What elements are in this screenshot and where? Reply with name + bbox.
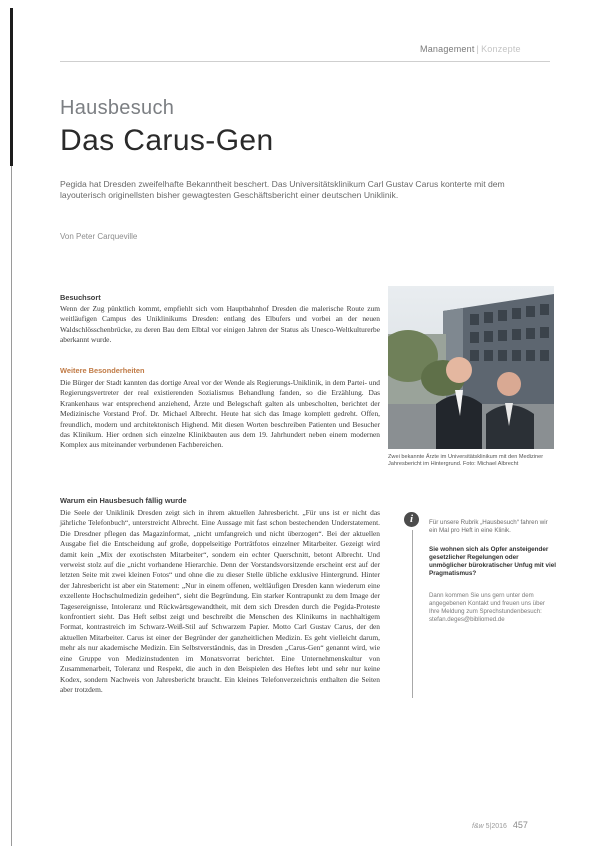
page-number: 457 (512, 820, 528, 830)
section-heading-besuchsort: Besuchsort (60, 293, 101, 302)
section-category: Management (420, 44, 475, 54)
article-byline: Von Peter Carqueville (60, 232, 138, 241)
info-icon: i (404, 512, 419, 527)
article-kicker: Hausbesuch (60, 97, 175, 119)
section-paragraph: Die Bürger der Stadt kannten das dortige Areal vor der Wende als Regierungs-Uniklinik, in dem Partei- und Regierungsvertreter der real existierenden Sozialismus Behandlung fanden, so die Erzählung. Das Krankenhaus war entsprechend anziehend, Ärzte und Belegschaft galten als unbescholten, berichtet der Medizinische Vorstand Prof. Dr. Michael Albrecht. Heute hat sich das Image komplett gedreht. Offen, freundlich, modern und architektonisch Highend. Mit diesen Worten beschreiben Patienten und Besucher das Klinikum. Hier ordnen sich einzelne Klinikbauten aus dem 19. Jahrhundert neben einem modernen Komplex aus miteinander verbundenen Fachbereichen. (60, 378, 380, 450)
page-footer (472, 820, 528, 830)
footer-issue: 5|2016 (485, 823, 507, 830)
section-paragraph: Die Seele der Uniklinik Dresden zeigt sich in ihrem aktuellen Jahresbericht. „Für uns ist er nicht das jährliche Telefonbuch“, unterstreicht Albrecht. Eine Aussage mit fast schon bestechenden Understatement. Die Dresdner pflegen das Magazinformat, „nicht umfangreich und nicht überzogen“. Bei der aktuellen Ausgabe fiel die Entscheidung auf große, doppelseitige Porträtfotos einzelner Mitarbeiter. Gezeigt wird damit kein „Mix der exotischsten Mitarbeiter“, sondern ein echter Querschnitt, betont Albrecht. Und verweist stolz auf die „nicht vorhandene Hierarchie. Denn der Vorstandsvorsitzende erscheint erst auf der letzten Seite mit zwei kleinen Fotos“ und ohne die zu dieser Stelle übliche exklusive Hintergrund. Hinter der Jahresbericht ist aber ein Statement: „Nur in einem offenen, weltläufigen Dresden kann wiederum eine exzellente Hochschulmedizin gedeihen“, sieht die Begründung. Ein starker Kontrapunkt zu dem Image der Tagesereignisse, Intoleranz und Rückwärtsgewandtheit, mit dem sich Dresden durch die Pegida-Proteste konfrontiert sieht. Das Heft selbst zeigt und beschreibt die Menschen des Klinikums in nachhaltigem Format, kontrastreich im Schwarz-Weiß-Stil auf Schwarzem Papier. Motto Carl Gustav Carus, der den aktuellen Mitarbeiter. Carus ist einer der Begründer der ganzheitlichen Medizin. Es geht vielleicht darum, mehr als nur akademische Medizin. Ein Selbstverständnis, das in Dresden „Carus-Gen“ genannt wird, wie eine Gruppe von Medizinstudenten im Monatsvorrat berichtet. Eine Unternehmenskultur von Zusammenarbeit, Toleranz und Respekt, die auch in den Beispielen des Heftes lebt und sehr nur keine Kodex, sondern Nachweis von Jahresbericht braucht. Ein kleines Telefonverzeichnis enthalten die Seiten aber trotzdem. (60, 508, 380, 694)
article-lead: Pegida hat Dresden zweifelhafte Bekanntheit beschert. Das Universitätsklinikum Carl Gustav Carus konterte mit dem layouterisch originellsten bisher gewagtesten Geschäftsbericht einer deutschen Uniklinik. (60, 179, 505, 201)
sidebar-intro: Für unsere Rubrik „Hausbesuch“ fahren wir ein Mal pro Heft in eine Klinik. (429, 519, 548, 534)
section-heading-besonderheiten: Weitere Besonderheiten (60, 366, 145, 375)
section-paragraph: Wenn der Zug pünktlich kommt, empfiehlt sich vom Hauptbahnhof Dresden die malerische Route zum weitläufigen Campus des Uniklinikums Dresden: entlang des Elbufers und vorbei an der neuen Waldschlösschenbrücke, zu deren Bau dem Elbtal vor einigen Jahren der Status als Unesco-Weltkulturerbe aberkannt wurde. (60, 304, 380, 345)
section-body-besonderheiten (60, 378, 380, 451)
footer-magazine: f&w (472, 823, 484, 830)
section-header (420, 44, 521, 54)
sidebar-question: Sie wohnen sich als Opfer ansteigender gesetzlicher Regelungen oder unmöglicher bürokratischer Unfug mit viel Pragmatismus? (429, 546, 557, 578)
header-rule (60, 61, 550, 62)
section-body-hausbesuch (60, 508, 380, 695)
clinic-photo-illustration (388, 286, 554, 449)
article-title: Das Carus-Gen (60, 124, 274, 157)
section-heading-hausbesuch: Warum ein Hausbesuch fällig wurde (60, 496, 187, 505)
section-subcategory: Konzepte (481, 44, 521, 54)
page-edge-rule-faint (11, 166, 12, 846)
article-photo (388, 286, 554, 449)
page-edge-rule (10, 8, 13, 166)
photo-caption: Zwei bekannte Ärzte im Universitätsklinikum mit den Mediziner Jahresbericht im Hintergrund. Foto: Michael Albrecht (388, 454, 544, 468)
section-separator: | (476, 44, 480, 54)
section-body-besuchsort (60, 304, 380, 346)
sidebar-rule (412, 530, 413, 698)
sidebar-cta: Dann kommen Sie uns gern unter dem angegebenen Kontakt und freuen uns über Ihre Meldung zum Sprechstundenbesuch: stefan.deges@bibliomed.de (429, 592, 545, 623)
